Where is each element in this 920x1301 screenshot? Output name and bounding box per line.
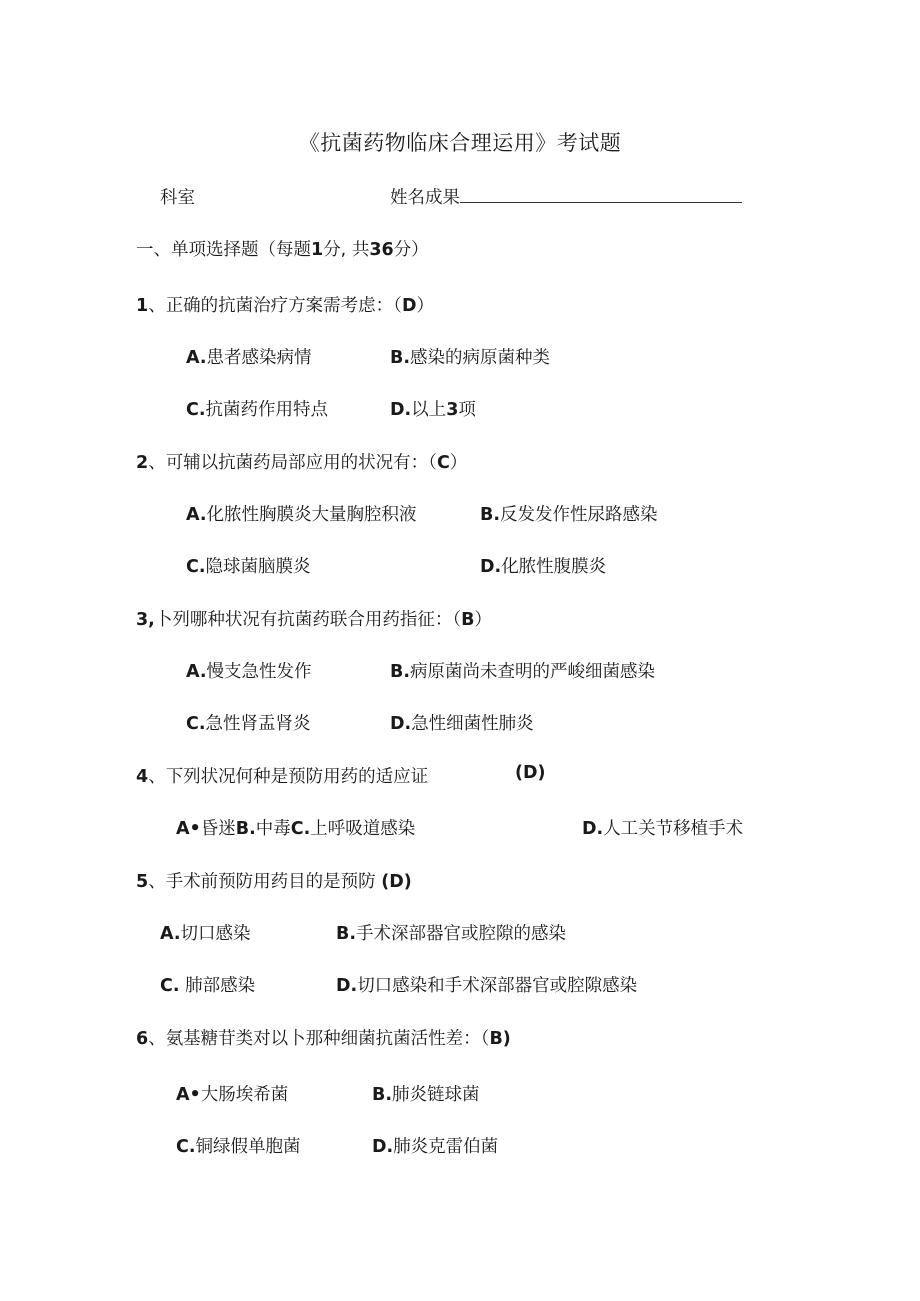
question-6: 6、氨基糖苷类对以卜那种细菌抗菌活性差：（B) (136, 1029, 511, 1049)
answer-4: (D) (515, 763, 546, 783)
option-5a: A.切口感染 (160, 924, 251, 944)
option-6d: D.肺炎克雷伯菌 (372, 1137, 499, 1157)
option-6a: A•大肠埃希菌 (176, 1085, 289, 1105)
option-3a: A.慢支急性发作 (186, 662, 312, 682)
option-2a: A.化脓性胸膜炎大量胸腔积液 (186, 505, 417, 525)
option-1b: B.感染的病原菌种类 (390, 348, 550, 368)
name-score-field (390, 184, 742, 209)
option-2d: D.化脓性腹膜炎 (480, 557, 607, 577)
question-1: 1、正确的抗菌治疗方案需考虑：（D） (136, 296, 434, 316)
answer: D (401, 296, 417, 316)
question-5: 5、手术前预防用药目的是预防 (D) (136, 872, 412, 892)
dept-label: 科室 (160, 188, 195, 208)
option-3c: C.急性肾盂肾炎 (186, 714, 311, 734)
answer: C (436, 453, 450, 473)
option-3d: D.急性细菌性肺炎 (390, 714, 534, 734)
option-1a: A.患者感染病情 (186, 348, 312, 368)
option-2b: B.反发发作性尿路感染 (480, 505, 658, 525)
section-heading: 一、单项选择题（每题1分, 共36分） (136, 240, 429, 260)
option-4d: D.人工关节移植手术 (582, 819, 744, 839)
option-4abc: A•昏迷B.中毒C.上呼吸道感染 (176, 819, 416, 839)
question-4: 4、下列状况何种是预防用药的适应证 (136, 767, 429, 787)
option-5c: C. 肺部感染 (160, 976, 256, 996)
name-score-blank (460, 184, 742, 203)
option-3b: B.病原菌尚未查明的严峻细菌感染 (390, 662, 655, 682)
answer: B (461, 610, 475, 630)
answer: B (489, 1029, 503, 1049)
answer: D (389, 872, 404, 892)
option-1d: D.以上3项 (390, 400, 476, 420)
option-6c: C.铜绿假单胞菌 (176, 1137, 301, 1157)
option-6b: B.肺炎链球菌 (372, 1085, 480, 1105)
option-2c: C.隐球菌脑膜炎 (186, 557, 311, 577)
option-5d: D.切口感染和手术深部器官或腔隙感染 (336, 976, 638, 996)
question-2: 2、可辅以抗菌药局部应用的状况有：（C） (136, 453, 468, 473)
option-5b: B.手术深部器官或腔隙的感染 (336, 924, 566, 944)
name-score-label: 姓名成果 (390, 188, 460, 208)
page-title: 《抗菌药物临床合理运用》考试题 (298, 131, 622, 155)
question-3: 3,卜列哪种状况有抗菌药联合用药指征：（B） (136, 610, 492, 630)
option-1c: C.抗菌药作用特点 (186, 400, 328, 420)
